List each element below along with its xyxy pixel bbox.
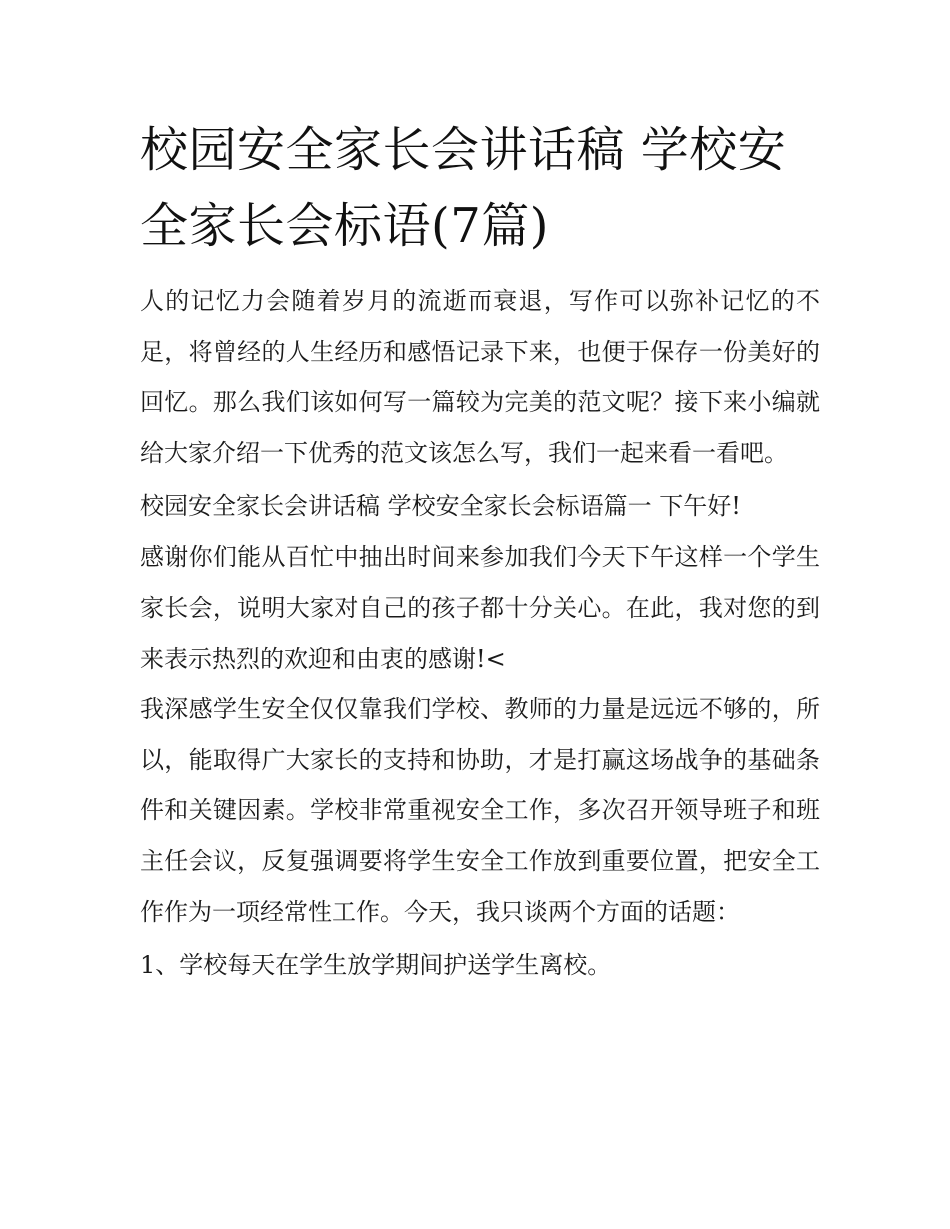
document-body xyxy=(140,276,820,991)
thanks-paragraph: 感谢你们能从百忙中抽出时间来参加我们今天下午这样一个学生家长会，说明大家对自己的孩子都十分关心。在此，我对您的到来表示热烈的欢迎和由衷的感谢!< xyxy=(140,543,820,673)
safety-paragraph: 我深感学生安全仅仅靠我们学校、教师的力量是远远不够的，所以，能取得广大家长的支持和协助，才是打赢这场战争的基础条件和关键因素。学校非常重视安全工作，多次召开领导班子和班主任会议，反复强调要将学生安全工作放到重要位置，把安全工作作为一项经常性工作。今天，我只谈两个方面的话题： xyxy=(140,695,820,926)
section-heading-paragraph: 校园安全家长会讲话稿 学校安全家长会标语篇一 下午好! xyxy=(140,492,741,521)
list-item-1: 1、学校每天在学生放学期间护送学生离校。 xyxy=(140,951,612,980)
document-title: 校园安全家长会讲话稿 学校安全家长会标语(7篇) xyxy=(140,122,787,254)
intro-paragraph: 人的记忆力会随着岁月的流逝而衰退，写作可以弥补记忆的不足，将曾经的人生经历和感悟记录下来，也便于保存一份美好的回忆。那么我们该如何写一篇较为完美的范文呢？接下来小编就给大家介绍一下优秀的范文该怎么写，我们一起来看一看吧。 xyxy=(140,287,820,467)
